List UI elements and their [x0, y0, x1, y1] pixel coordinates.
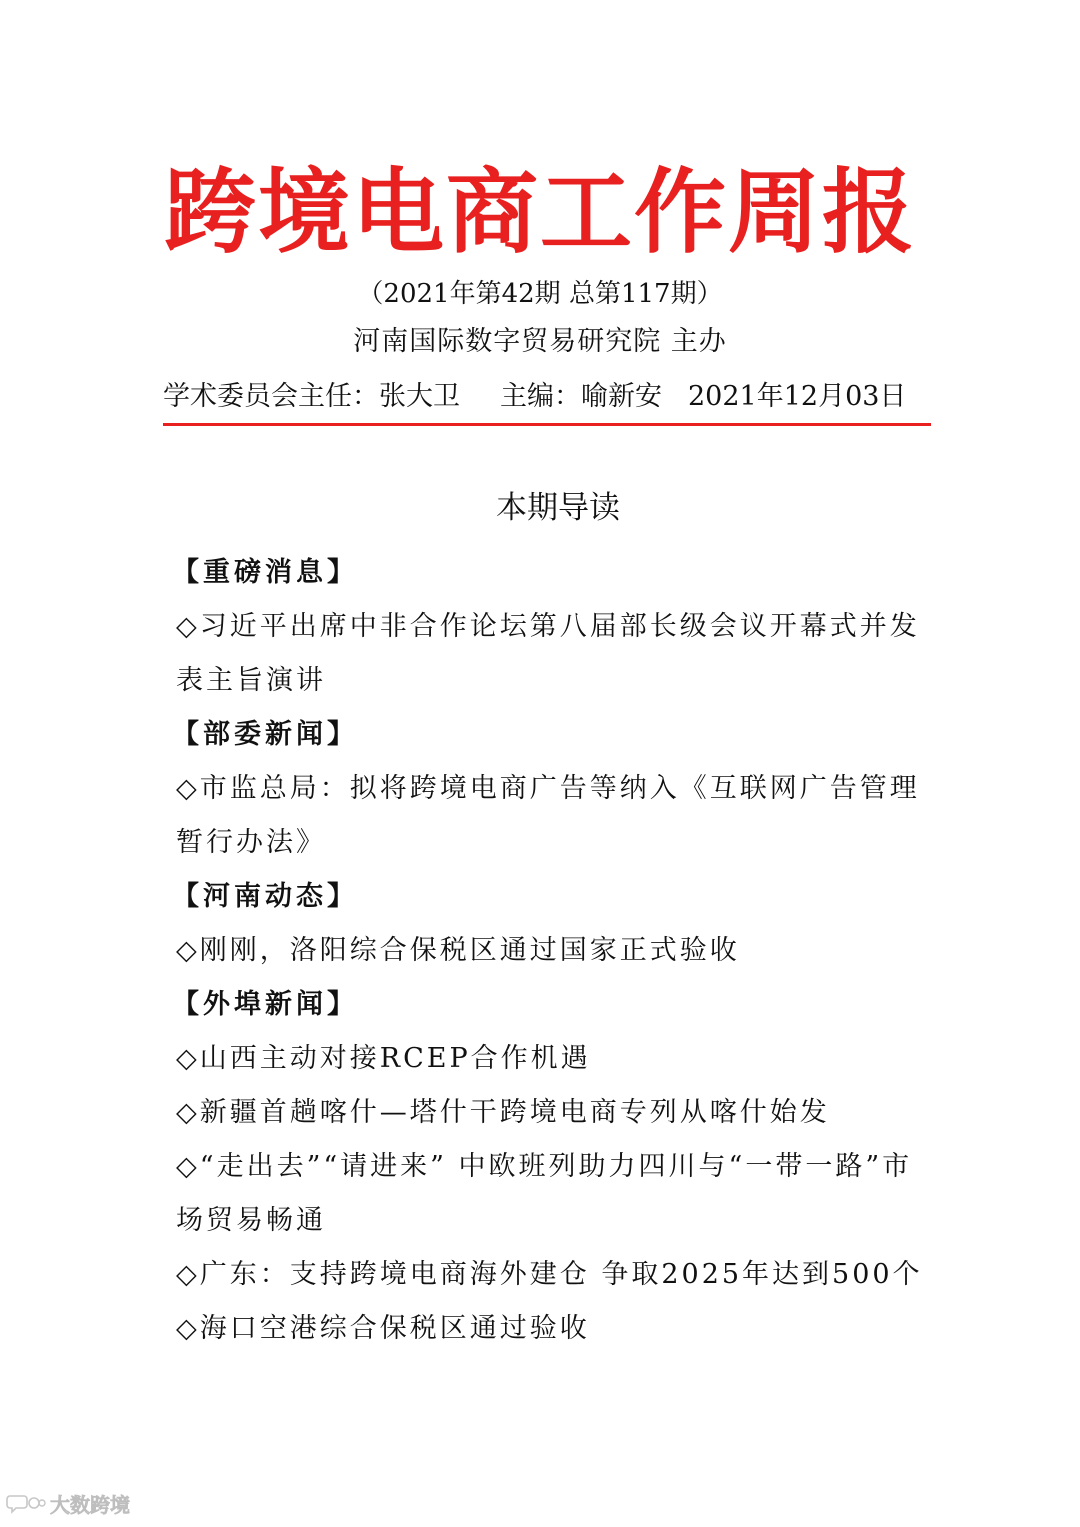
staff-line	[163, 378, 933, 416]
speech-bubble-logo-icon	[6, 1492, 46, 1514]
toc-item[interactable]: ◇市监总局：拟将跨境电商广告等纳入《互联网广告管理暂行办法》	[176, 773, 920, 858]
toc-heading: 本期导读	[496, 490, 620, 526]
header-divider	[163, 423, 931, 426]
committee-director: 学术委员会主任：张大卫	[163, 381, 460, 412]
watermark	[6, 1490, 130, 1516]
newsletter-title: 跨境电商工作周报	[163, 159, 916, 266]
publish-date: 2021年12月03日	[688, 381, 907, 412]
toc-item[interactable]: ◇刚刚，洛阳综合保税区通过国家正式验收	[176, 935, 740, 966]
watermark-text: 大数跨境	[50, 1492, 130, 1517]
toc-item[interactable]: ◇广东：支持跨境电商海外建仓 争取2025年达到500个	[176, 1259, 923, 1290]
section-title-ministry-news: 【部委新闻】	[172, 719, 358, 750]
toc-item[interactable]: ◇山西主动对接RCEP合作机遇	[176, 1043, 591, 1074]
toc-item[interactable]: ◇海口空港综合保税区通过验收	[176, 1313, 590, 1344]
section-title-headline-news: 【重磅消息】	[172, 557, 358, 588]
host-organization: 河南国际数字贸易研究院 主办	[353, 326, 727, 357]
toc-item[interactable]: ◇习近平出席中非合作论坛第八届部长级会议开幕式并发表主旨演讲	[176, 611, 920, 696]
chief-editor: 主编：喻新安	[500, 381, 662, 412]
section-title-henan-news: 【河南动态】	[172, 881, 358, 912]
toc-item[interactable]: ◇“走出去”“请进来” 中欧班列助力四川与“一带一路”市场贸易畅通	[176, 1151, 913, 1236]
table-of-contents	[172, 546, 926, 1356]
issue-number: （2021年第42期 总第117期）	[357, 279, 723, 309]
toc-item[interactable]: ◇新疆首趟喀什—塔什干跨境电商专列从喀什始发	[176, 1097, 830, 1128]
section-title-other-regions-news: 【外埠新闻】	[172, 989, 358, 1020]
